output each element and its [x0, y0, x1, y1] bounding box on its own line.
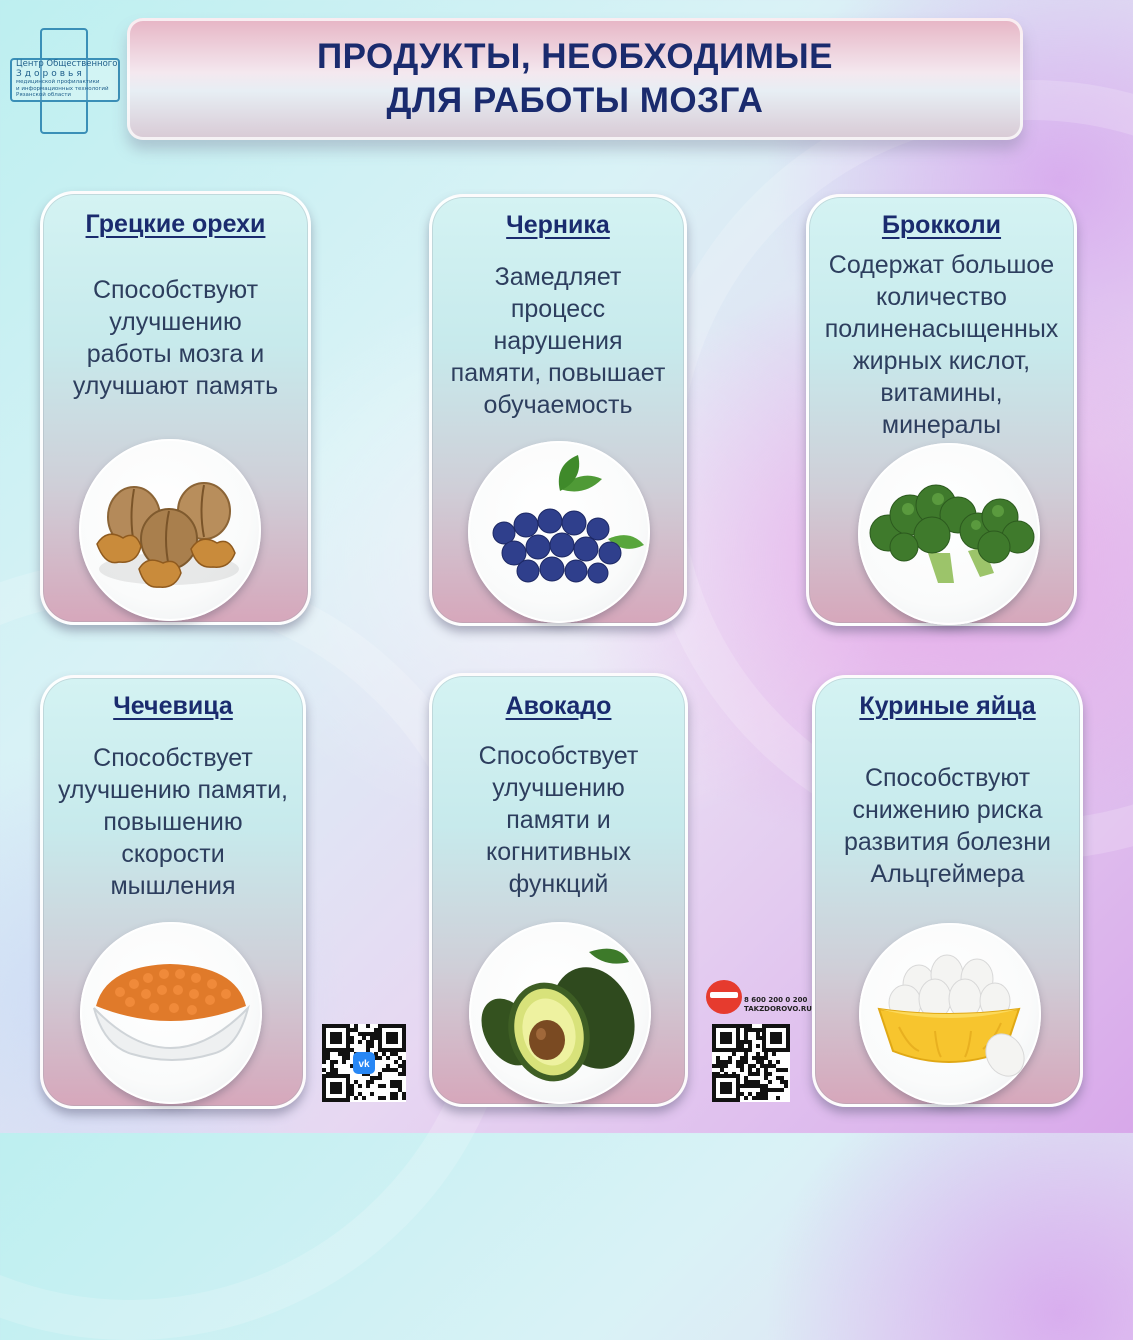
card-avocado: [429, 673, 688, 1107]
eggs-image: [859, 923, 1041, 1105]
logo-text: [16, 59, 120, 99]
card-title: Черника: [506, 211, 610, 239]
logo-line: и информационных технологий: [16, 85, 109, 92]
title-line: ДЛЯ РАБОТЫ МОЗГА: [386, 81, 764, 120]
card-eggs: [812, 675, 1083, 1107]
page-title: [317, 35, 833, 123]
card-description: Способствуют улучшению работы мозга и улучшают память: [72, 276, 279, 400]
vk-qr-code[interactable]: [322, 1024, 406, 1102]
card-title: Грецкие орехи: [85, 210, 266, 238]
qr-code-icon: [712, 1024, 790, 1102]
card-title: Чечевица: [113, 692, 233, 720]
logo: [10, 28, 120, 136]
qr-code-icon: [322, 1024, 406, 1102]
card-walnuts: [40, 191, 311, 625]
card-broccoli: [806, 194, 1077, 626]
title-line: ПРОДУКТЫ, НЕОБХОДИМЫЕ: [317, 37, 833, 76]
card-description: Содержат большое количество полиненасыщенных жирных кислот, витамины, минералы: [824, 251, 1059, 439]
svg-text:vk: vk: [358, 1059, 370, 1070]
card-description: Замедляет процесс нарушения памяти, повышает обучаемость: [450, 263, 666, 419]
hotline-site: TAKZDOROVO.RU: [744, 1005, 812, 1013]
lentils-image: [80, 922, 262, 1104]
card-description: Способствуют снижению риска развития болезни Альцгеймера: [844, 764, 1051, 888]
title-banner: [127, 18, 1023, 140]
logo-line: Рязанской области: [16, 92, 71, 98]
card-title: Авокадо: [505, 692, 612, 720]
avocado-image: [469, 922, 651, 1104]
card-lentils: [40, 675, 306, 1109]
card-title: Куриные яйца: [859, 692, 1036, 720]
logo-line: Центр Общественного: [16, 59, 118, 69]
walnuts-image: [79, 439, 261, 621]
card-title: Брокколи: [881, 211, 1002, 239]
card-description: Способствует улучшению памяти, повышению скорости мышления: [57, 744, 289, 900]
card-description: Способствует улучшению памяти и когнитивных функций: [478, 742, 639, 898]
hotline-badge-icon: [706, 980, 742, 1014]
blueberries-image: [468, 441, 650, 623]
broccoli-image: [858, 443, 1040, 625]
logo-line: Здоровья: [16, 69, 85, 79]
hotline-phone: 8 600 200 0 200: [744, 996, 808, 1004]
card-blueberries: [429, 194, 687, 626]
takzdorovo-qr-code[interactable]: [712, 1024, 790, 1102]
logo-line: медицинской профилактики: [16, 79, 100, 85]
